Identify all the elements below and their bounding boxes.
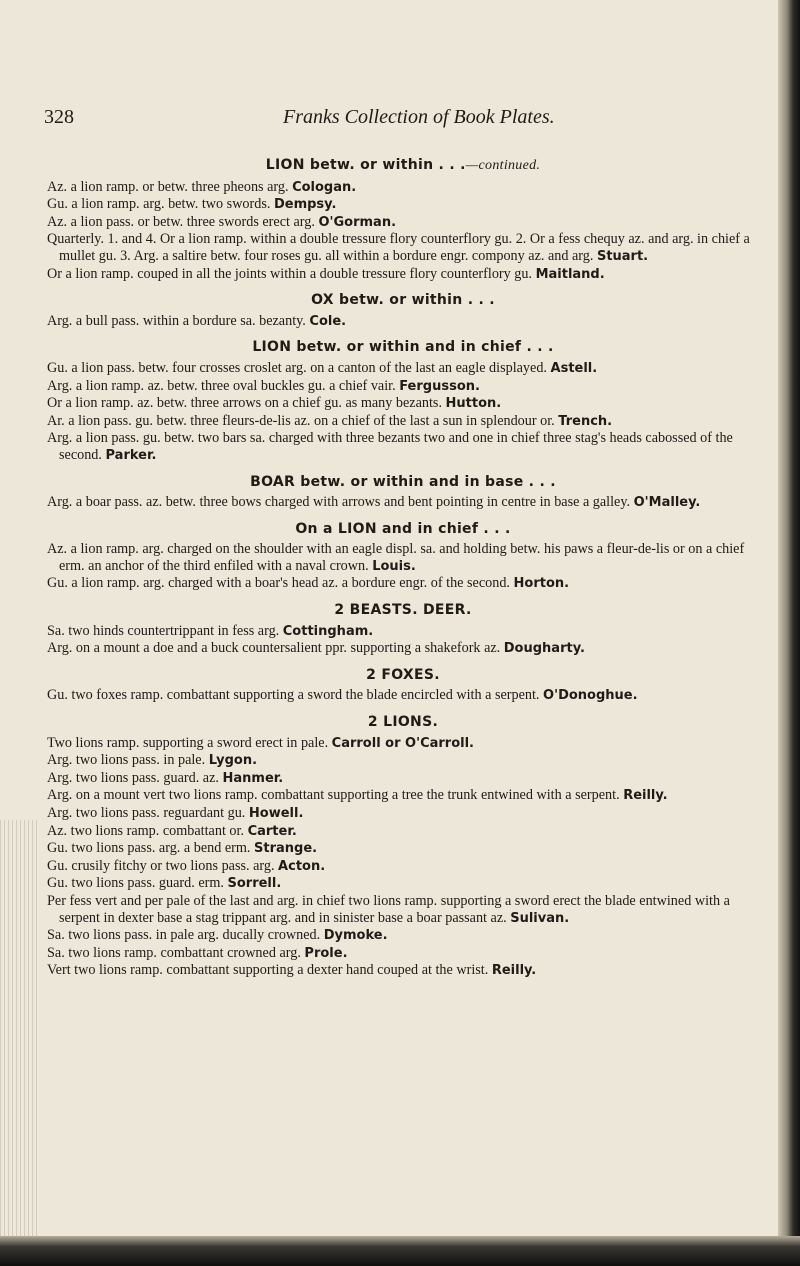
blazon-entry <box>47 687 759 705</box>
blazon-text: Arg. a boar pass. az. betw. three bows charged with arrows and bent pointing in centre in base a galley. <box>47 494 631 511</box>
blazon-text: Sa. two hinds countertrippant in fess arg. <box>47 622 280 639</box>
blazon-text: Arg. on a mount a doe and a buck countersalient ppr. supporting a shakefork az. <box>47 640 501 657</box>
book-spine <box>778 0 800 1266</box>
blazon-entry <box>47 858 759 876</box>
section-heading-text: LION betw. or within . . . <box>265 157 466 173</box>
blazon-entry <box>47 196 759 214</box>
blazon-entry <box>47 430 759 464</box>
owner-name: Maitland. <box>535 266 605 282</box>
blazon-entry <box>47 735 759 753</box>
blazon-entry <box>47 840 759 858</box>
blazon-text: Gu. two lions pass. arg. a bend erm. <box>47 840 251 857</box>
owner-name: Prole. <box>304 945 348 961</box>
blazon-text: Gu. a lion ramp. arg. charged with a boar's head az. a bordure engr. of the second. <box>47 575 510 592</box>
owner-name: Carter. <box>247 823 297 839</box>
blazon-text: Arg. a lion ramp. az. betw. three oval buckles gu. a chief vair. <box>47 377 396 394</box>
owner-name: Astell. <box>550 360 598 376</box>
running-head: Franks Collection of Book Plates. <box>283 106 555 128</box>
section-heading-text: 2 BEASTS. DEER. <box>334 602 472 619</box>
blazon-entry <box>47 962 759 980</box>
owner-name: Louis. <box>372 558 416 574</box>
blazon-text: Ar. a lion pass. gu. betw. three fleurs-de-lis az. on a chief of the last a sun in splendour or. <box>47 412 555 429</box>
owner-name: Trench. <box>558 413 613 429</box>
blazon-entry <box>47 179 759 197</box>
blazon-entry <box>47 823 759 841</box>
blazon-entry <box>47 770 759 788</box>
owner-name: Strange. <box>254 841 318 857</box>
owner-name: Sorrell. <box>227 876 282 892</box>
owner-name: Reilly. <box>491 963 537 979</box>
owner-name: Reilly. <box>623 788 668 804</box>
blazon-entry <box>47 575 759 593</box>
owner-name: O'Malley. <box>633 495 701 511</box>
blazon-text: Gu. a lion pass. betw. four crosses croslet arg. on a canton of the last an eagle displayed. <box>47 359 547 376</box>
blazon-text: Arg. a bull pass. within a bordure sa. bezanty. <box>47 312 306 329</box>
section-heading <box>47 667 759 684</box>
blazon-text: Gu. two lions pass. guard. erm. <box>47 875 224 892</box>
blazon-entry <box>47 266 759 284</box>
blazon-text: Per fess vert and per pale of the last and arg. in chief two lions ramp. supporting a sword erect the blade entwined with a serpent in dexter base a stag trippant arg. and in sinister base a boar passant az. <box>47 892 730 926</box>
section-heading <box>47 602 759 619</box>
owner-name: Acton. <box>278 858 326 874</box>
blazon-entry <box>47 541 759 575</box>
blazon-entry <box>47 640 759 658</box>
blazon-text: Sa. two lions pass. in pale arg. ducally crowned. <box>47 927 321 944</box>
blazon-text: Quarterly. 1. and 4. Or a lion ramp. within a double tressure flory counterflory gu. 2. Or a fess chequy az. and arg. in chief a mullet gu. 3. Arg. a saltire betw. four roses gu. all within a bordure engr. compony az. and arg. <box>47 231 750 264</box>
blazon-text: Arg. on a mount vert two lions ramp. combattant supporting a tree the trunk entwined with a serpent. <box>47 787 620 804</box>
blazon-entry <box>47 787 759 805</box>
owner-name: Stuart. <box>596 248 649 264</box>
blazon-entry <box>47 893 759 927</box>
owner-name: Horton. <box>513 576 570 592</box>
owner-name: Cole. <box>309 313 347 329</box>
section-heading <box>47 292 759 309</box>
blazon-entry <box>47 752 759 770</box>
blazon-entry <box>47 214 759 232</box>
blazon-text: Az. a lion pass. or betw. three swords erect arg. <box>47 213 315 230</box>
owner-name: Fergusson. <box>399 378 480 394</box>
blazon-text: Az. a lion ramp. arg. charged on the shoulder with an eagle displ. sa. and holding betw. his paws a fleur-de-lis or on a chief erm. an anchor of the third enfiled with a naval crown. <box>47 541 745 574</box>
blazon-entry <box>47 875 759 893</box>
owner-name: Carroll or O'Carroll. <box>331 735 474 751</box>
blazon-text: Az. a lion ramp. or betw. three pheons arg. <box>47 178 289 195</box>
page-content <box>47 157 759 980</box>
owner-name: Cologan. <box>292 179 357 195</box>
blazon-text: Arg. two lions pass. reguardant gu. <box>47 805 246 821</box>
blazon-text: Or a lion ramp. couped in all the joints within a double tressure flory counterflory gu. <box>47 265 533 282</box>
blazon-entry <box>47 623 759 641</box>
blazon-entry <box>47 927 759 945</box>
owner-name: O'Gorman. <box>318 214 397 230</box>
blazon-entry <box>47 378 759 396</box>
book-bottom-edge <box>0 1236 800 1266</box>
owner-name: Sulivan. <box>510 910 570 926</box>
blazon-entry <box>47 805 759 823</box>
owner-name: Dempsy. <box>273 197 337 213</box>
page-header <box>0 106 778 130</box>
owner-name: Howell. <box>248 806 304 821</box>
blazon-text: Vert two lions ramp. combattant supporting a dexter hand couped at the wrist. <box>47 962 489 979</box>
section-heading-text: On a LION and in chief . . . <box>295 520 511 537</box>
blazon-entry <box>47 231 759 265</box>
owner-name: O'Donoghue. <box>543 688 638 704</box>
owner-name: Parker. <box>105 447 157 463</box>
owner-name: Hutton. <box>445 396 502 412</box>
blazon-text: Gu. two foxes ramp. combattant supporting a sword the blade encircled with a serpent. <box>47 687 540 704</box>
blazon-entry <box>47 360 759 378</box>
section-heading-text: BOAR betw. or within and in base . . . <box>250 473 556 490</box>
owner-name: Dymoke. <box>323 928 388 944</box>
blazon-text: Arg. two lions pass. in pale. <box>47 752 206 769</box>
blazon-entry <box>47 313 759 331</box>
blazon-text: Or a lion ramp. az. betw. three arrows on a chief gu. as many bezants. <box>47 395 442 412</box>
blazon-text: Gu. a lion ramp. arg. betw. two swords. <box>47 196 271 213</box>
section-heading <box>47 714 759 731</box>
blazon-entry <box>47 494 759 512</box>
blazon-entry <box>47 945 759 963</box>
blazon-entry <box>47 395 759 413</box>
section-heading-text: OX betw. or within . . . <box>311 292 495 309</box>
section-heading-text: LION betw. or within and in chief . . . <box>252 339 554 356</box>
page-edge-shadow <box>0 820 40 1236</box>
owner-name: Lygon. <box>208 753 258 769</box>
blazon-entry <box>47 413 759 431</box>
owner-name: Dougharty. <box>503 641 585 657</box>
section-heading <box>47 339 759 356</box>
blazon-text: Arg. a lion pass. gu. betw. two bars sa. charged with three bezants two and one in chief three stag's heads cabossed of the second. <box>47 430 733 463</box>
section-heading-text: 2 FOXES. <box>366 666 440 683</box>
blazon-text: Gu. crusily fitchy or two lions pass. arg. <box>47 857 275 874</box>
owner-name: Cottingham. <box>282 623 374 639</box>
blazon-text: Arg. two lions pass. guard. az. <box>47 769 219 786</box>
section-heading <box>47 474 759 491</box>
blazon-text: Two lions ramp. supporting a sword erect in pale. <box>47 734 329 751</box>
owner-name: Hanmer. <box>222 770 284 786</box>
page-number: 328 <box>44 106 74 128</box>
section-heading <box>47 521 759 538</box>
section-heading <box>47 157 759 175</box>
blazon-text: Az. two lions ramp. combattant or. <box>47 822 245 839</box>
section-heading-text: 2 LIONS. <box>367 714 439 731</box>
blazon-text: Sa. two lions ramp. combattant crowned arg. <box>47 944 301 961</box>
section-heading-continued: —continued. <box>465 158 541 173</box>
